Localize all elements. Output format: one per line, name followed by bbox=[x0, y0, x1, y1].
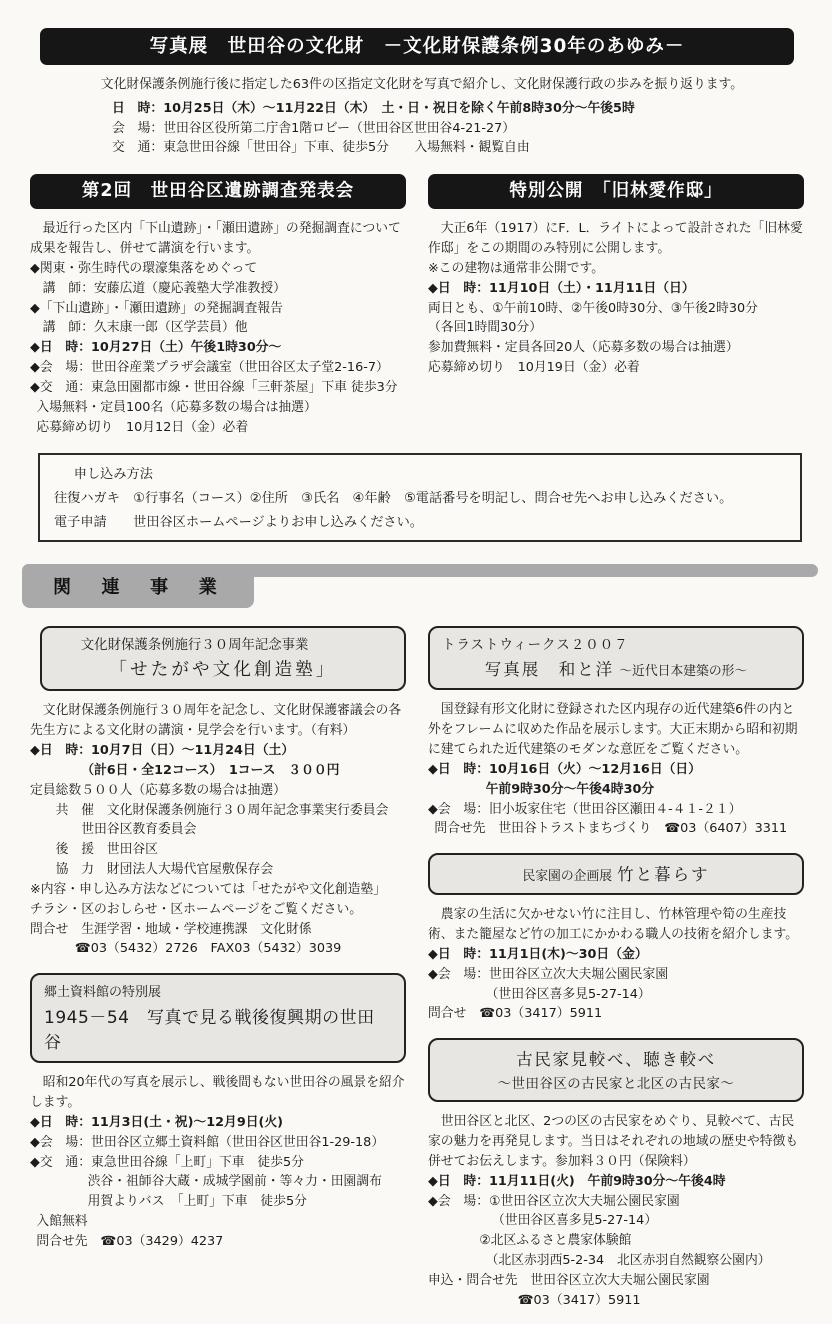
minkaen-header-box bbox=[428, 853, 804, 895]
bottom-right-column bbox=[428, 626, 804, 1324]
event-venue-line: ②北区ふるさと農家体験館 bbox=[479, 1233, 632, 1249]
bottom-left-column bbox=[30, 626, 406, 1324]
photo-exhibition-details bbox=[112, 99, 790, 158]
bottom-columns bbox=[0, 626, 832, 1324]
survey-lecturer-line: 講 師：久末康一郎（区学芸員）他 bbox=[42, 320, 248, 336]
trust-header-subtitle: トラストウィークス２００７ bbox=[442, 638, 629, 654]
hayashi-section bbox=[428, 174, 804, 437]
contact-line: 問合せ先 世田谷トラストまちづくり ☎03（6407）3311 bbox=[434, 821, 788, 837]
phone-line: ☎03（3417）5911 bbox=[517, 1292, 641, 1308]
note-line: ※内容・申し込み方法などについては「せたがや文化創造塾」 bbox=[30, 881, 386, 897]
admission-line: 入館無料 bbox=[36, 1213, 88, 1229]
kyodo-header-title: 1945－54 写真で見る戦後復興期の世田谷 bbox=[44, 1008, 375, 1054]
phone-line: 問合せ先 ☎03（3429）4237 bbox=[36, 1233, 224, 1249]
event-date-line: 日 時：10月25日（木）～11月22日（木） 土・日・祝日を除く午前8時30分～午後5時 bbox=[112, 100, 635, 116]
course-fee-line: （計6日・全12コース） 1コース ３００円 bbox=[81, 762, 340, 778]
venue-address-line: （世田谷区喜多見5-27-14） bbox=[492, 1213, 658, 1229]
venue-address-line: （世田谷区喜多見5-27-14） bbox=[485, 986, 651, 1002]
event-venue-line: ◆会 場：世田谷区立次大夫堀公園民家園 bbox=[428, 966, 669, 982]
survey-topic-line: ◆関東・弥生時代の環濠集落をめぐって bbox=[30, 260, 258, 276]
trust-intro: 国登録有形文化財に登録された区内現存の近代建築6件の内と外をフレームに収めた作品を展示します。大正末期から昭和初期に建てられた近代建築のモダンな意匠をご覧ください。 bbox=[428, 702, 798, 758]
co-host-line: 共 催 文化財保護条例施行３０周年記念事業実行委員会 bbox=[55, 802, 389, 818]
middle-columns bbox=[0, 174, 832, 437]
bus-route-line: 渋谷・祖師谷大蔵・成城学園前・等々力・田園調布 bbox=[87, 1174, 382, 1190]
deadline-line: 応募締め切り 10月19日（金）必着 bbox=[428, 360, 640, 376]
juku-intro: 文化財保護条例施行３０周年を記念し、文化財保護審議会の各先生方による文化財の講演・見学会を行います。（有料） bbox=[30, 703, 402, 739]
survey-intro: 最近行った区内「下山遺跡」・「瀬田遺跡」の発掘調査について成果を報告し、併せて講演を行います。 bbox=[30, 221, 401, 257]
trust-body bbox=[428, 700, 804, 839]
kyodo-header-box bbox=[30, 973, 406, 1063]
related-projects-header bbox=[22, 560, 818, 610]
minkaen-intro: 農家の生活に欠かせない竹に注目し、竹林管理や筍の生産技術、また籠屋など竹の加工にかかわる職人の技術を紹介します。 bbox=[428, 907, 799, 943]
event-date-line: ◆日 時：10月16日（火）～12月16日（日） bbox=[428, 761, 702, 777]
minkaen-body bbox=[428, 905, 804, 1024]
minkaen-header-title: 竹と暮らす bbox=[617, 865, 710, 885]
deadline-line: 応募締め切り 10月12日（金）必着 bbox=[36, 419, 249, 435]
event-access-line: ◆交 通：東急世田谷線「上町」下車 徒歩5分 bbox=[30, 1154, 304, 1170]
phone-line: 問合せ ☎03（3417）5911 bbox=[428, 1006, 603, 1022]
event-venue-line: 会 場：世田谷区役所第二庁舎1階ロビー（世田谷区世田谷4-21-27） bbox=[112, 120, 516, 136]
co-host-line: 世田谷区教育委員会 bbox=[81, 822, 197, 838]
application-method-box bbox=[38, 453, 802, 542]
event-date-line: ◆日 時：11月3日(土・祝)～12月9日(火) bbox=[30, 1114, 284, 1130]
session-times-line: 両日とも、①午前10時、②午後0時30分、③午後2時30分 bbox=[428, 300, 758, 316]
trust-header-box bbox=[428, 626, 804, 690]
kominka-header-subtitle: ～世田谷区の古民家と北区の古民家～ bbox=[497, 1077, 735, 1093]
survey-section bbox=[30, 174, 406, 437]
capacity-line: 定員総数５００人（応募多数の場合は抽選） bbox=[30, 782, 286, 798]
minkaen-header-subtitle: 民家園の企画展 bbox=[522, 869, 613, 885]
event-venue-line: ◆会 場：①世田谷区立次大夫堀公園民家園 bbox=[428, 1193, 680, 1209]
survey-lecturer-line: 講 師：安藤広道（慶応義塾大学准教授） bbox=[42, 280, 286, 296]
event-venue-line: ◆会 場：旧小坂家住宅（世田谷区瀬田４-４１-２１） bbox=[428, 801, 742, 817]
minkaen-section bbox=[428, 853, 804, 1024]
event-access-line: 交 通：東急世田谷線「世田谷」下車、徒歩5分 入場無料・観覧自由 bbox=[112, 140, 530, 156]
related-projects-tab bbox=[22, 564, 254, 608]
event-date-line: ◆日 時：11月11日(火) 午前9時30分～午後4時 bbox=[428, 1173, 726, 1189]
kominka-header-title: 古民家見較べ、聴き較べ bbox=[516, 1050, 716, 1070]
kyodo-intro: 昭和20年代の写真を展示し、戦後間もない世田谷の風景を紹介します。 bbox=[30, 1075, 405, 1111]
admission-line: 参加費無料・定員各回20人（応募多数の場合は抽選） bbox=[428, 340, 739, 356]
event-date-line: ◆日 時：10月27日（土）午後1時30分～ bbox=[30, 340, 282, 356]
admission-line: 入場無料・定員100名（応募多数の場合は抽選） bbox=[36, 399, 317, 415]
event-access-line: ◆交 通：東急田園都市線・世田谷線「三軒茶屋」下車 徒歩3分 bbox=[30, 379, 398, 395]
event-date-line: ◆日 時：11月1日(木)～30日（金） bbox=[428, 946, 648, 962]
event-date-line: ◆日 時：11月10日（土）・11月11日（日） bbox=[428, 280, 695, 296]
kominka-body bbox=[428, 1112, 804, 1310]
kominka-header-box bbox=[428, 1038, 804, 1102]
bus-route-line: 用賀よりバス 「上町」下車 徒歩5分 bbox=[87, 1194, 307, 1210]
juku-header-subtitle: 文化財保護条例施行３０周年記念事業 bbox=[80, 638, 309, 654]
trust-header-title-line bbox=[442, 656, 790, 680]
hayashi-banner: 特別公開 「旧林愛作邸」 bbox=[428, 174, 804, 209]
photo-exhibition-intro: 文化財保護条例施行後に指定した63件の区指定文化財を写真で紹介し、文化財保護行政の歩みを振り返ります。 bbox=[100, 77, 744, 92]
photo-exhibition-info bbox=[88, 75, 790, 158]
event-venue-line: ◆会 場：世田谷区立郷土資料館（世田谷区世田谷1-29-18） bbox=[30, 1134, 385, 1150]
juku-header-box bbox=[40, 626, 406, 691]
contact-line: 問合せ 生涯学習・地域・学校連携課 文化財係 bbox=[30, 921, 312, 937]
contact-line: 申込・問合せ先 世田谷区立次大夫堀公園民家園 bbox=[428, 1272, 710, 1288]
kyodo-section bbox=[30, 973, 406, 1251]
application-method-title: 申し込み方法 bbox=[73, 467, 153, 483]
juku-header-title: 「せたがや文化創造塾」 bbox=[109, 660, 337, 681]
cooperation-line: 協 力 財団法人大場代官屋敷保存会 bbox=[55, 862, 274, 878]
note-line: チラシ・区のおしらせ・区ホームページをご覧ください。 bbox=[30, 901, 363, 917]
trust-section bbox=[428, 626, 804, 839]
venue-address-line: （北区赤羽西5-2-34 北区赤羽自然観察公園内） bbox=[485, 1252, 771, 1268]
kyodo-header-subtitle: 郷土資料館の特別展 bbox=[44, 985, 162, 1001]
event-date-line: ◆日 時：10月7日（日）～11月24日（土） bbox=[30, 743, 295, 759]
event-hours-line: 午前9時30分～午後4時30分 bbox=[485, 781, 655, 797]
application-postcard-line: 往復ハガキ ①行事名（コース）②住所 ③氏名 ④年齢 ⑤電話番号を明記し、問合せ先へお申し込みください。 bbox=[54, 491, 733, 507]
kyodo-body bbox=[30, 1073, 406, 1251]
phone-line: ☎03（5432）2726 FAX03（5432）3039 bbox=[74, 941, 342, 957]
kominka-section bbox=[428, 1038, 804, 1310]
session-duration-line: （各回1時間30分） bbox=[428, 320, 543, 336]
trust-header-tagline: ～近代日本建築の形～ bbox=[619, 664, 748, 680]
support-line: 後 援 世田谷区 bbox=[55, 842, 158, 858]
hayashi-intro: 大正6年（1917）にF．L．ライトによって設計された「旧林愛作邸」をこの期間のみ特別に公開します。 bbox=[428, 221, 803, 257]
trust-header-title: 写真展 和と洋 bbox=[484, 660, 615, 680]
survey-banner: 第2回 世田谷区遺跡調査発表会 bbox=[30, 174, 406, 209]
kominka-intro: 世田谷区と北区、2つの区の古民家をめぐり、見較べて、古民家の魅力を再発見します。当日はそれぞれの地域の歴史や特徴も併せてお伝えします。参加料３０円（保険料） bbox=[428, 1114, 799, 1169]
note-line: ※この建物は通常非公開です。 bbox=[428, 260, 605, 276]
application-online-line: 電子申請 世田谷区ホームページよりお申し込みください。 bbox=[54, 515, 423, 531]
survey-topic-line: ◆「下山遺跡」・「瀬田遺跡」の発掘調査報告 bbox=[30, 300, 283, 316]
flyer-page bbox=[0, 28, 832, 1308]
related-projects-label: 関 連 事 業 bbox=[52, 577, 224, 599]
juku-section bbox=[30, 626, 406, 959]
photo-exhibition-banner: 写真展 世田谷の文化財 －文化財保護条例30年のあゆみ－ bbox=[40, 28, 794, 65]
event-venue-line: ◆会 場：世田谷産業プラザ会議室（世田谷区太子堂2-16-7） bbox=[30, 360, 389, 376]
juku-body bbox=[30, 701, 406, 959]
